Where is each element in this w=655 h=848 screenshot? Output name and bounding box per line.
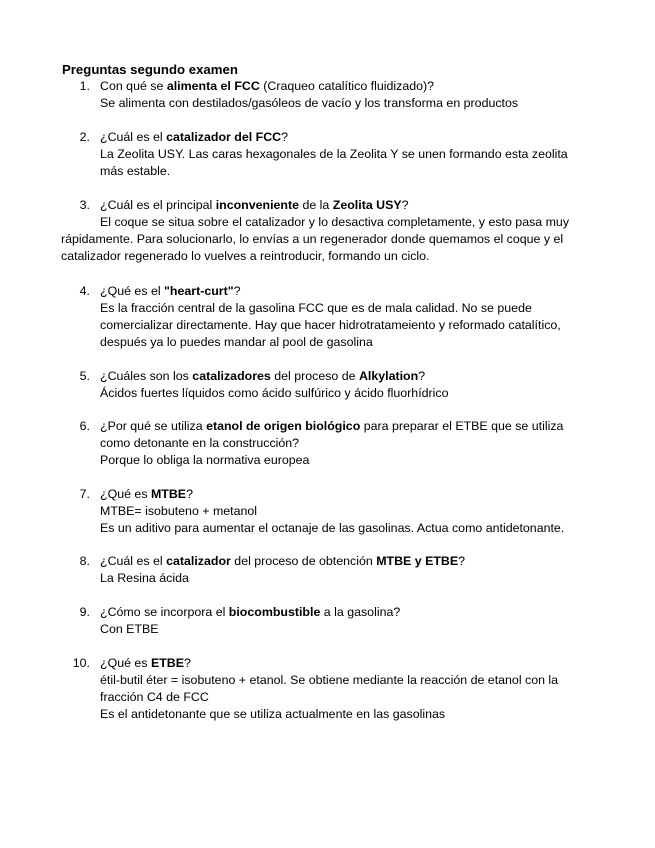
question-text [100, 655, 595, 672]
question-keyword: inconveniente [215, 198, 300, 212]
question-fragment: ¿Por qué se utiliza [100, 419, 207, 433]
question-fragment: a la gasolina? [320, 605, 401, 619]
question-fragment: ? [186, 487, 193, 501]
question-text [100, 129, 595, 146]
question-number: 7. [79, 487, 90, 501]
question-fragment: ? [458, 554, 466, 568]
question-keyword: etanol de origen biológico [206, 419, 361, 433]
question-keyword: catalizador [166, 554, 231, 568]
question-fragment: ? [401, 198, 409, 212]
answer-text: más estable. [100, 164, 171, 178]
question-keyword: catalizadores [192, 369, 271, 383]
question-fragment: ¿Cuáles son los [100, 369, 193, 383]
question-keyword: alimenta el FCC [166, 79, 260, 93]
answer-text: Es el antidetonante que se utiliza actualmente en las gasolinas [100, 707, 446, 721]
question-text [100, 283, 595, 300]
question-number: 4. [79, 284, 90, 298]
question-number: 6. [79, 419, 90, 433]
question-fragment: ¿Cuál es el [100, 554, 167, 568]
document-title: Preguntas segundo examen [62, 62, 238, 77]
question-fragment: ¿Cuál es el principal [100, 198, 216, 212]
answer-text: Es un aditivo para aumentar el octanaje de las gasolinas. Actua como antidetonante. [100, 521, 565, 535]
answer-text: Se alimenta con destilados/gasóleos de vacío y los transforma en productos [100, 96, 519, 110]
question-fragment: ? [281, 130, 289, 144]
answer-text: El coque se situa sobre el catalizador y lo desactiva completamente, y esto pasa muy rápidamente. Para solucionarlo, lo envías a un regenerador donde quemamos el coque y el catalizador regenerado lo vuelves a reintroducir, formando un ciclo. [61, 215, 570, 263]
answer-text: fracción C4 de FCC [100, 690, 209, 704]
answer-text: Con ETBE [100, 622, 159, 636]
question-keyword: catalizador del FCC [166, 130, 282, 144]
question-fragment: ? [233, 284, 241, 298]
question-fragment: ¿Cómo se incorpora el [100, 605, 229, 619]
answer-text: La Resina ácida [100, 571, 189, 585]
question-number: 10. [72, 656, 90, 670]
question-text [100, 197, 595, 214]
question-number: 2. [79, 130, 90, 144]
question-keyword: biocombustible [228, 605, 321, 619]
answer-text: comercializar directamente. Hay que hacer hidrotratameiento y reformado catalítico, [100, 318, 561, 332]
question-text [100, 604, 595, 621]
question-number: 8. [79, 554, 90, 568]
question-keyword: MTBE y ETBE [376, 554, 459, 568]
question-fragment: para preparar el ETBE que se utiliza como detonante en la construcción? [100, 419, 564, 450]
question-number: 9. [79, 605, 90, 619]
answer-text: Porque lo obliga la normativa europea [100, 453, 310, 467]
question-keyword: Zeolita USY [332, 198, 402, 212]
question-keyword: Alkylation [358, 369, 419, 383]
question-text [100, 368, 595, 385]
answer-text: después ya lo puedes mandar al pool de gasolina [100, 335, 373, 349]
question-fragment: de la [299, 198, 333, 212]
question-fragment: ¿Qué es el [100, 284, 165, 298]
question-keyword: "heart-curt" [164, 284, 234, 298]
question-text [100, 78, 595, 95]
question-fragment: ? [418, 369, 426, 383]
question-text [100, 553, 595, 570]
question-text [100, 418, 595, 452]
question-keyword: MTBE [150, 487, 187, 501]
question-fragment: ? [184, 656, 191, 670]
question-keyword: ETBE [150, 656, 185, 670]
question-number: 3. [79, 198, 90, 212]
question-fragment: del proceso de obtención [230, 554, 377, 568]
question-fragment: ¿Qué es [100, 656, 151, 670]
question-number: 5. [79, 369, 90, 383]
answer-text: Ácidos fuertes líquidos como ácido sulfúrico y ácido fluorhídrico [100, 386, 449, 400]
question-number: 1. [79, 79, 90, 93]
question-fragment: ¿Cuál es el [100, 130, 167, 144]
answer-text: La Zeolita USY. Las caras hexagonales de la Zeolita Y se unen formando esta zeolita [100, 147, 568, 161]
answer-text: étil-butil éter = isobuteno + etanol. Se obtiene mediante la reacción de etanol con la [100, 673, 559, 687]
question-fragment: (Craqueo catalítico fluidizado)? [259, 79, 435, 93]
question-fragment: ¿Qué es [100, 487, 151, 501]
answer-text: MTBE= isobuteno + metanol [100, 504, 258, 518]
question-fragment: Con qué se [100, 79, 167, 93]
answer-text: Es la fracción central de la gasolina FCC que es de mala calidad. No se puede [100, 301, 532, 315]
question-text [100, 486, 595, 503]
question-fragment: del proceso de [270, 369, 359, 383]
